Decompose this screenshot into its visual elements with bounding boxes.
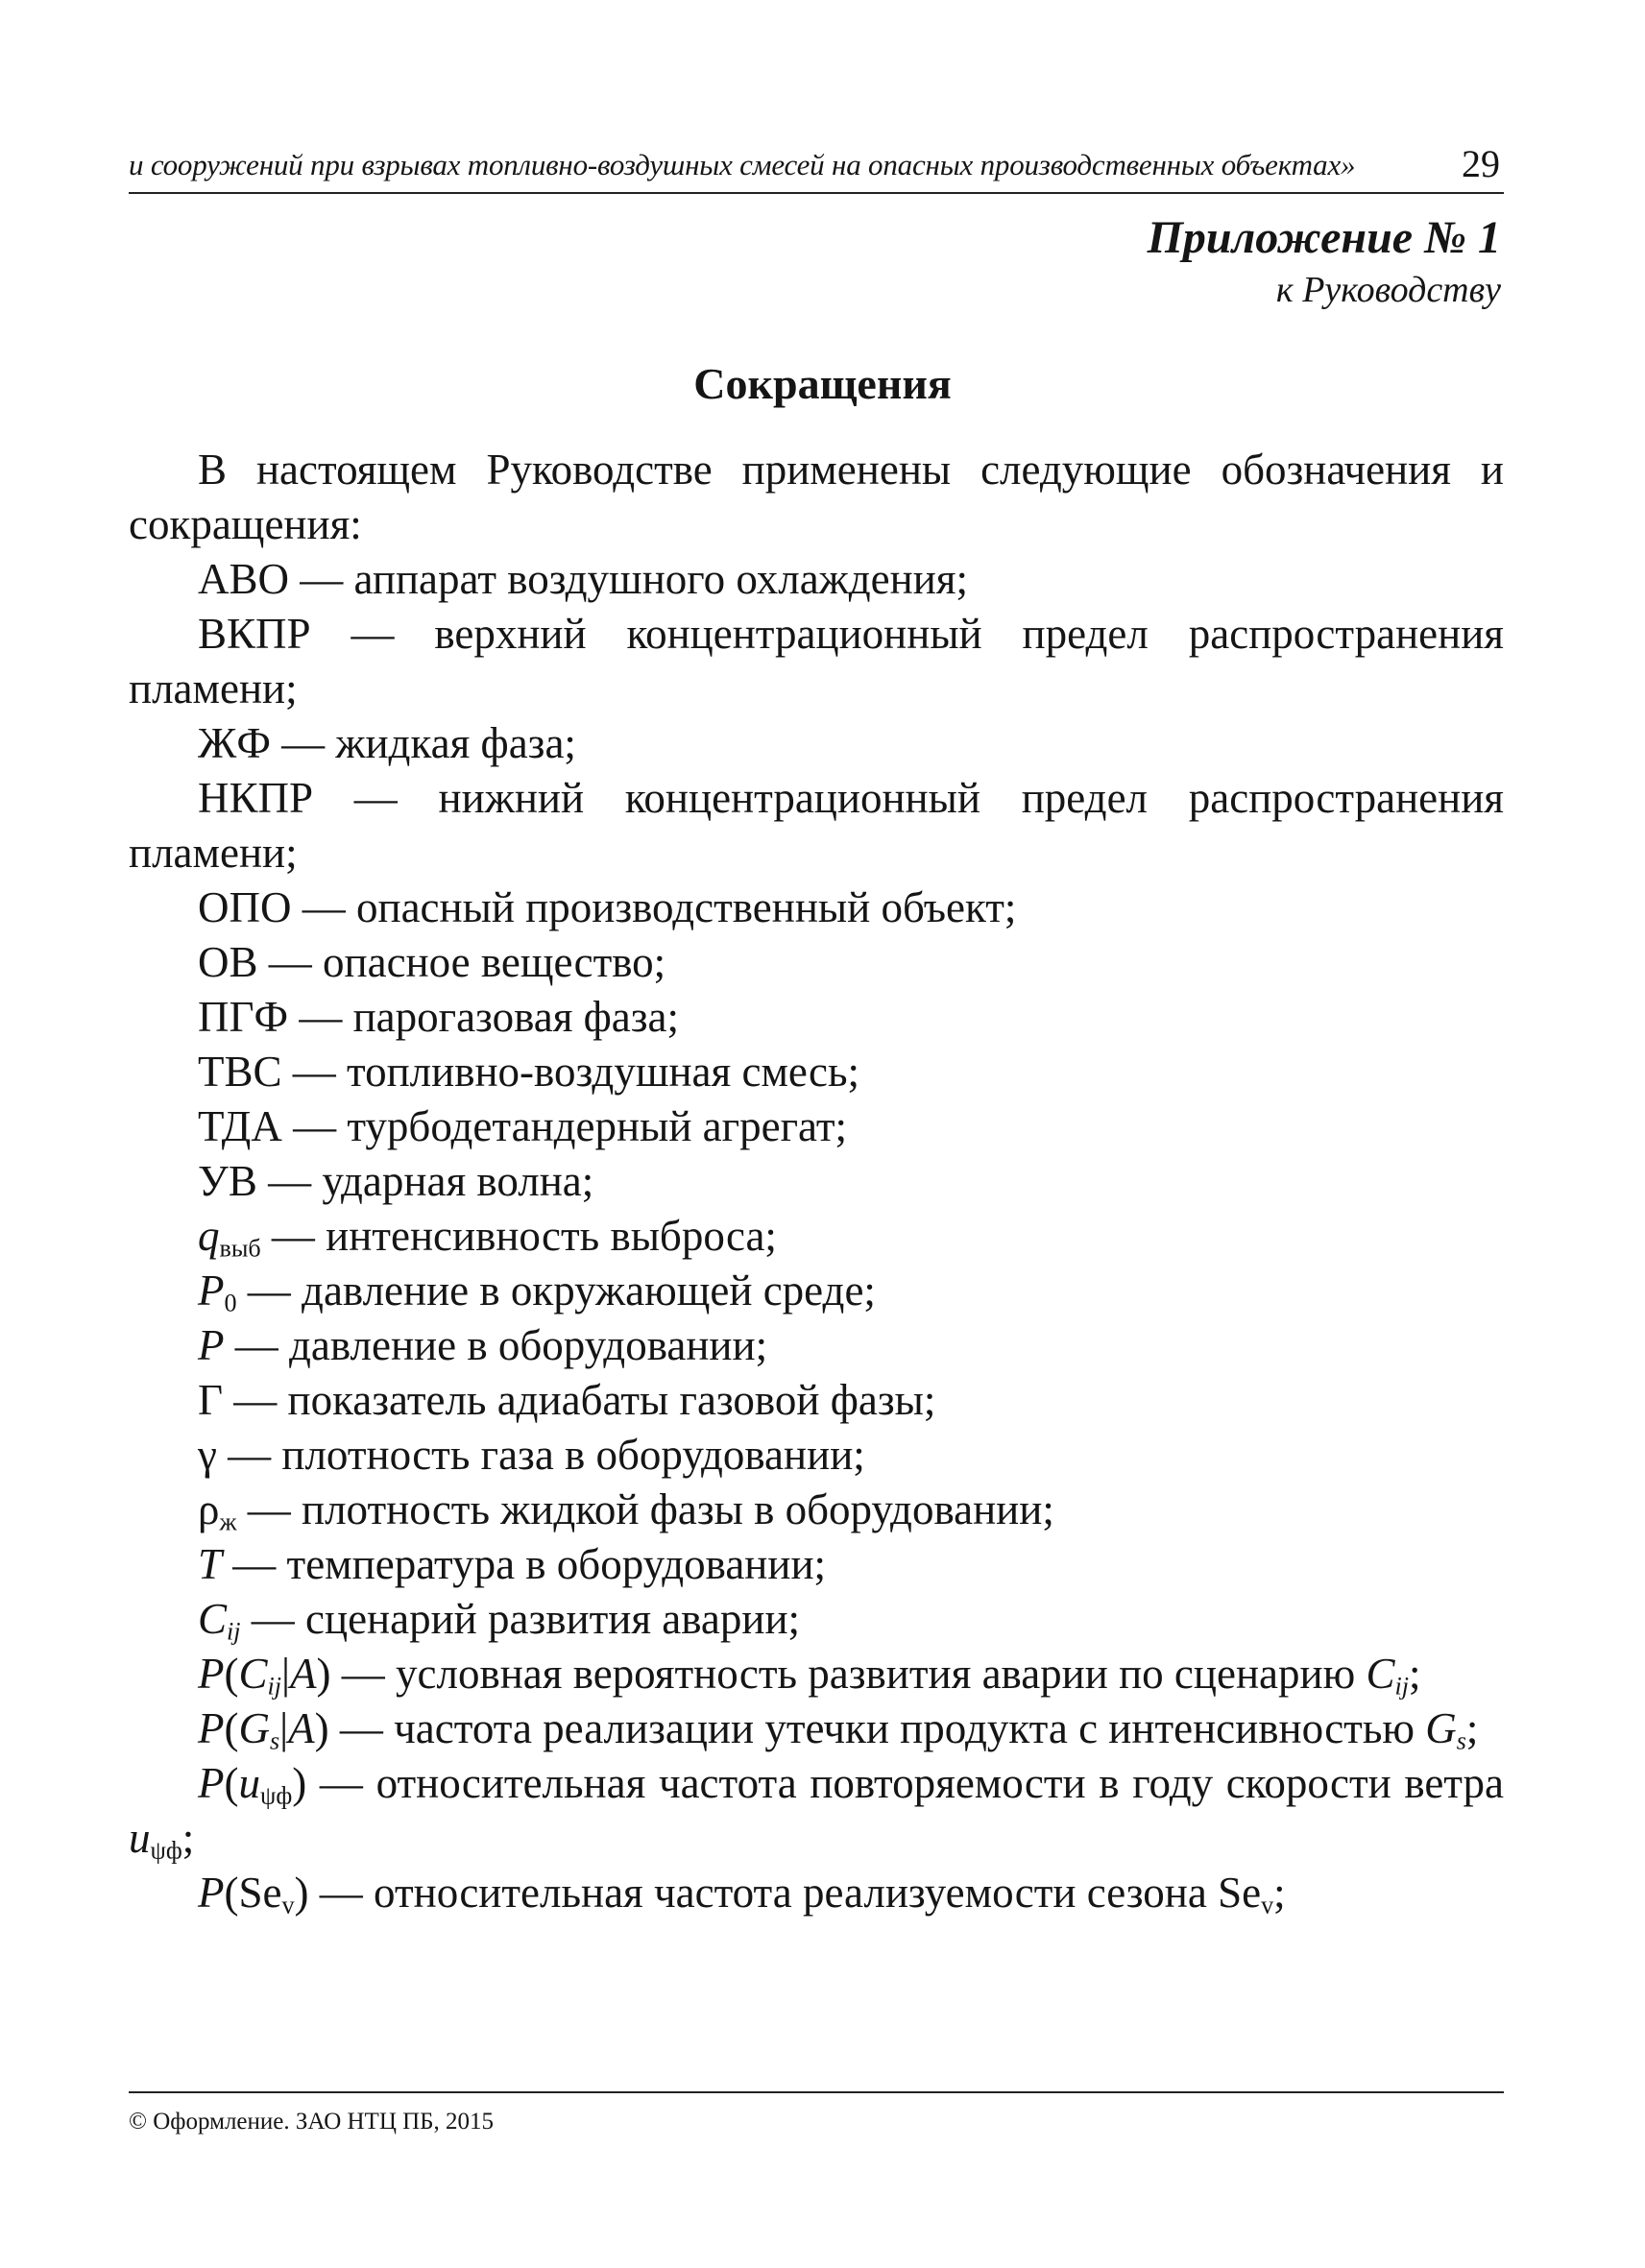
abbreviation-tvs: ТВС — топливно-воздушная смесь; (198, 1048, 860, 1096)
symbol-t-line (129, 1537, 1504, 1592)
symbol-p-cij-line: $P(C_{ij}|A)$ — условная вероятность развития аварии по сценарию $C_{ij}$; (198, 1650, 1421, 1701)
abbreviation-zhf: ЖФ — жидкая фаза; (198, 719, 576, 767)
symbol-c: C (238, 1650, 268, 1698)
abbreviation-avo: АВО — аппарат воздушного охлаждения; (198, 555, 969, 603)
symbol-se: Se (1218, 1869, 1262, 1917)
abbreviation-tda: ТДА — турбодетандерный агрегат; (198, 1102, 848, 1150)
symbol-q-vyb (129, 1209, 1504, 1264)
appendix-heading (1148, 209, 1501, 313)
symbol-a: A (288, 1704, 315, 1752)
footer-divider (129, 2091, 1504, 2093)
symbol-p-u-line: $P(u_{\psi ф})$ — относительная частота повторяемости в году скорости ветра $u_{\psi ф}$; (129, 1759, 1504, 1865)
symbol-p0 (129, 1264, 1504, 1318)
running-header (129, 134, 1504, 194)
copyright-footer: © Оформление. ЗАО НТЦ ПБ, 2015 (129, 2109, 495, 2135)
subscript-v: v (1261, 1891, 1274, 1919)
symbol-p: P (198, 1321, 225, 1369)
subscript-ij: ij (227, 1617, 241, 1646)
symbol-g: G (238, 1704, 270, 1752)
abbreviation-pgf: ПГФ — парогазовая фаза; (198, 993, 680, 1041)
appendix-subtitle: к Руководству (1275, 270, 1501, 310)
symbol-gamma-capital (129, 1373, 1504, 1428)
symbol-p0-definition: — давление в окружающей среде; (236, 1267, 876, 1315)
running-title: и сооружений при взрывах топливно-воздушных смесей на опасных производственных объектах» (129, 148, 1356, 181)
subscript-v: v (281, 1891, 295, 1919)
subscript-ij: ij (267, 1672, 282, 1701)
symbol-gamma-definition: — плотность газа в оборудовании; (216, 1431, 865, 1479)
section-title: Сокращения (693, 359, 952, 408)
appendix-title: Приложение № 1 (1147, 212, 1501, 263)
symbol-rho-line (129, 1483, 1504, 1537)
subscript-0: 0 (224, 1289, 237, 1317)
subscript-s: s (270, 1726, 280, 1755)
symbol-u: u (129, 1814, 151, 1862)
symbol-capital-gamma: Г (198, 1376, 224, 1424)
page-number: 29 (1462, 142, 1500, 185)
symbol-q-vyb-definition: — интенсивность выброса; (260, 1212, 777, 1260)
abbreviation-ov: ОВ — опасное вещество; (198, 938, 666, 986)
symbol-cij-line (129, 1592, 1504, 1647)
symbol-rho: ρ (198, 1485, 220, 1533)
symbol-c: C (198, 1595, 228, 1643)
symbol-t: T (198, 1540, 223, 1588)
symbol-p-line (129, 1318, 1504, 1373)
symbol-t-definition: — температура в оборудовании; (222, 1540, 827, 1588)
abbreviation-nkpr: НКПР — нижний концентрационный предел распространения пламени; (129, 774, 1504, 877)
symbol-gamma-capital-definition: — показатель адиабаты газовой фазы; (223, 1376, 936, 1424)
abbreviation-opo: ОПО — опасный производственный объект; (198, 883, 1017, 931)
symbol-cij-definition: — сценарий развития аварии; (240, 1595, 801, 1643)
symbol-rho-definition: — плотность жидкой фазы в оборудовании; (236, 1485, 1054, 1533)
punctuation-semicolon: ; (181, 1814, 195, 1862)
symbol-p: P (198, 1267, 225, 1315)
symbol-p-gs-line: $P(G_s|A)$ — частота реализации утечки продукта с интенсивностью $G_s$; (198, 1704, 1479, 1755)
symbol-p: P (198, 1759, 225, 1807)
symbol-p-gs-definition: — частота реализации утечки продукта с интенсивностью (328, 1704, 1426, 1752)
subscript-zh: ж (219, 1508, 237, 1536)
symbol-p: P (198, 1869, 225, 1917)
intro-paragraph: В настоящем Руководстве применены следующие обозначения и сокращения: (129, 446, 1504, 548)
document-body (129, 443, 1504, 1920)
symbol-p-definition: — давление в оборудовании; (224, 1321, 768, 1369)
symbol-gamma-line (129, 1428, 1504, 1483)
symbol-g: G (1425, 1704, 1457, 1752)
symbol-p-u-definition: — относительная частота повторяемости в году скорости ветра (306, 1759, 1504, 1807)
punctuation-semicolon: ; (1408, 1650, 1421, 1698)
symbol-q: q (198, 1212, 220, 1260)
subscript-vyb: выб (219, 1234, 261, 1263)
symbol-p-cij-definition: — условная вероятность развития аварии по сценарию (330, 1650, 1367, 1698)
symbol-p-se-definition: — относительная частота реализуемости сезона (308, 1869, 1219, 1917)
subscript-psi-f: ψф (150, 1836, 182, 1865)
abbreviation-uv: УВ — ударная волна; (198, 1157, 594, 1205)
symbol-c: C (1366, 1650, 1395, 1698)
symbol-se: Se (238, 1869, 282, 1917)
punctuation-semicolon: ; (1273, 1869, 1286, 1917)
symbol-u: u (238, 1759, 260, 1807)
subscript-s: s (1456, 1726, 1466, 1755)
subscript-psi-f: ψф (260, 1781, 293, 1810)
symbol-p-se-line: $P(Se_v)$ — относительная частота реализуемости сезона $Se_v$; (198, 1869, 1286, 1919)
subscript-ij: ij (1394, 1672, 1409, 1701)
symbol-gamma: γ (198, 1431, 217, 1479)
abbreviation-vkpr: ВКПР — верхний концентрационный предел распространения пламени; (129, 610, 1504, 712)
punctuation-semicolon: ; (1465, 1704, 1479, 1752)
symbol-a: A (290, 1650, 317, 1698)
symbol-p: P (198, 1650, 225, 1698)
symbol-p: P (198, 1704, 225, 1752)
